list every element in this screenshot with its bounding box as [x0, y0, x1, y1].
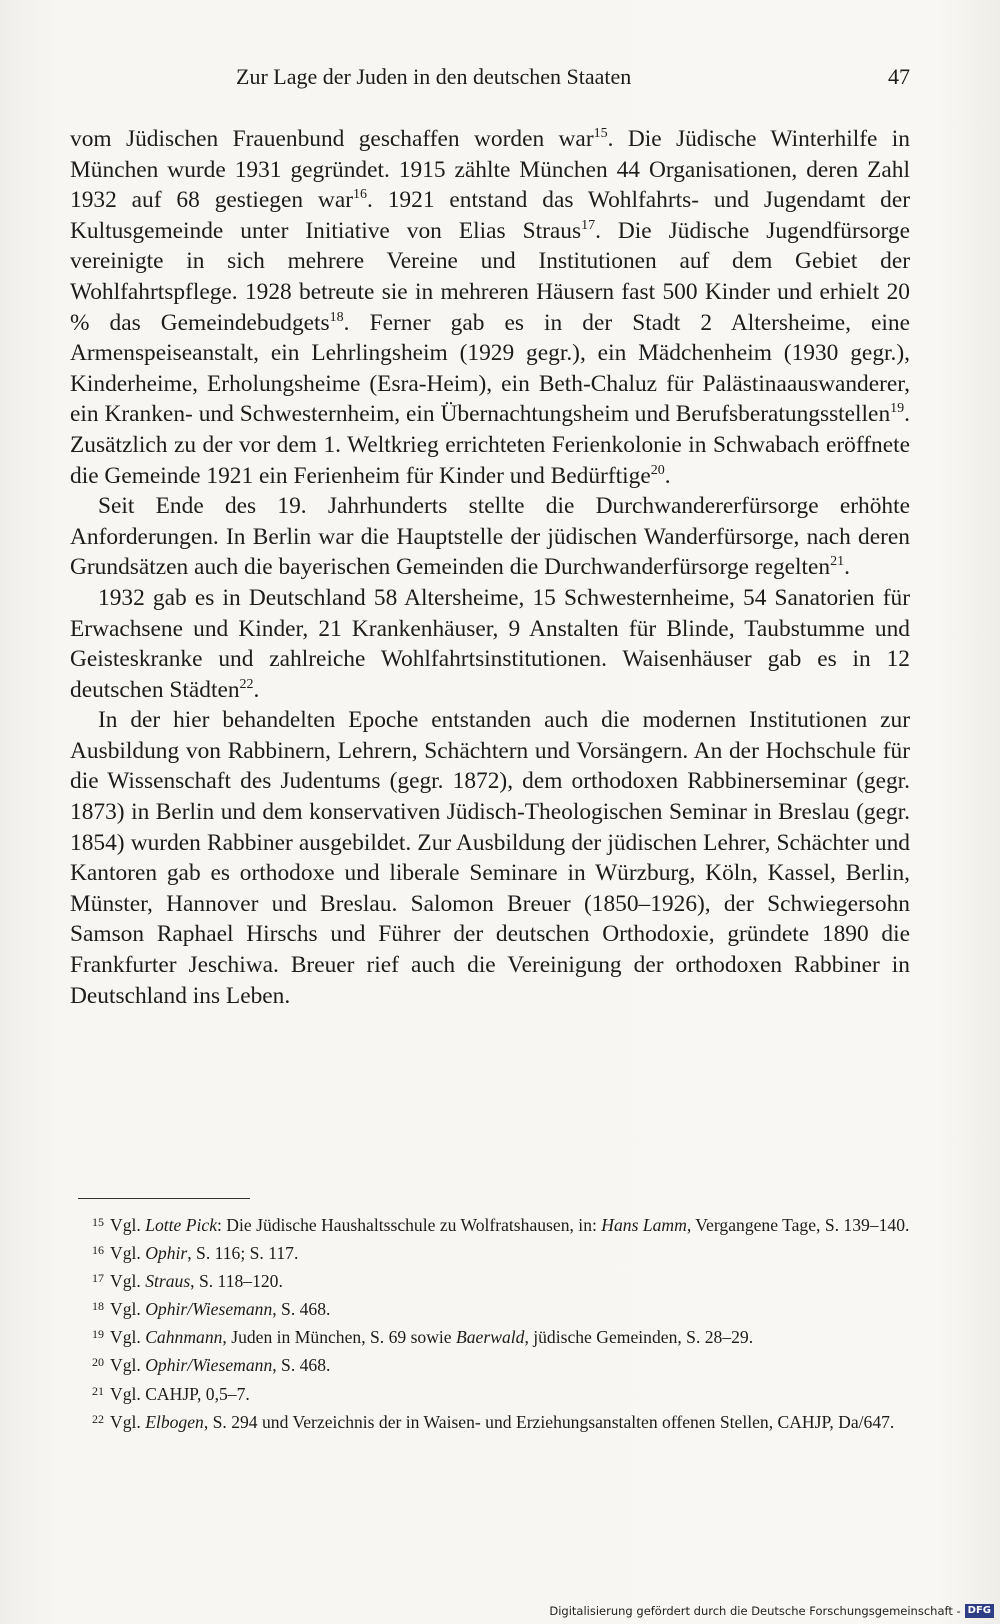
footnote-reference: 15 — [593, 126, 608, 142]
footnote-number: 15 — [92, 1215, 104, 1229]
footnote-text: Vgl. — [110, 1299, 146, 1320]
footnote-text: Vgl. — [110, 1243, 146, 1264]
footnote — [70, 1407, 910, 1435]
footnote — [70, 1266, 910, 1294]
footnote-text: Vgl. CAHJP, 0,5–7. — [110, 1383, 250, 1404]
footnote — [70, 1210, 910, 1238]
footnote-text: Vgl. — [110, 1215, 146, 1235]
cited-author: Straus — [145, 1271, 191, 1292]
footnote-reference: 16 — [353, 187, 367, 203]
footnote-text: , S. 116; S. 117. — [187, 1243, 299, 1264]
footnote-reference: 22 — [239, 676, 254, 692]
cited-author: Baerwald — [456, 1327, 525, 1348]
paragraph-text: . Die Jüdische Jugendfürsorge vereinigte in sich mehrere Vereine und Institutionen auf dem Gebiet der Wohlfahrtspflege. 1928 betreute sie in mehreren Häusern fast 500 Kinder und erhielt 20 % das Gemeindebudgets — [70, 217, 910, 336]
footnote-number: 17 — [92, 1271, 104, 1286]
footnote-text: Vgl. — [110, 1327, 146, 1348]
footnote-number: 22 — [92, 1411, 104, 1426]
paragraph-text: . — [844, 554, 850, 581]
footnote-reference: 21 — [830, 554, 845, 570]
footnote-text: Vgl. — [110, 1411, 146, 1432]
body-paragraph — [70, 583, 910, 705]
page-number: 47 — [888, 64, 910, 89]
footnote-reference: 19 — [890, 401, 905, 417]
cited-author: Elbogen — [145, 1411, 204, 1432]
footnote-number: 21 — [92, 1383, 104, 1398]
footnote-number: 20 — [92, 1355, 104, 1370]
footnote-separator — [78, 1198, 250, 1199]
paragraph-text: . Ferner gab es in der Stadt 2 Altersheime, eine Armenspeiseanstalt, ein Lehrlingsheim (1929 gegr.), ein Mädchenheim (1930 gegr.), Kinderheime, Erholungsheime (Esra-Heim), ein Beth-Chaluz für Palästinaauswanderer, ein Kranken- und Schwesternheim, ein Übernachtungsheim und Berufsberatungsstellen — [70, 309, 910, 428]
cited-author: Ophir — [145, 1243, 188, 1264]
footnote-text: , jüdische Gemeinden, S. 28–29. — [524, 1327, 754, 1348]
digitization-notice-text: Digitalisierung gefördert durch die Deutsche Forschungsgemeinschaft - — [549, 1604, 961, 1618]
footnote — [70, 1294, 910, 1322]
paragraph-text: Seit Ende des 19. Jahrhunderts stellte die Durchwandererfürsorge erhöhte Anforderungen. In Berlin war die Hauptstelle der jüdischen Wanderfürsorge, nach deren Grundsätzen auch die bayerischen Gemeinden die Durchwanderfürsorge regelten — [70, 493, 910, 581]
footnote-text: , S. 294 und Verzeichnis der in Waisen- und Erziehungsanstalten offenen Stellen, CAHJP, Da/647. — [203, 1411, 895, 1432]
footnote-reference: 20 — [650, 462, 665, 478]
dfg-logo: DFG — [965, 1604, 994, 1618]
digitization-notice — [549, 1602, 994, 1620]
footnote — [70, 1379, 910, 1407]
paragraph-text: . Zusätzlich zu der vor dem 1. Weltkrieg errichteten Ferienkolonie in Schwabach eröffnete die Gemeinde 1921 ein Ferienheim für Kinder und Bedürftige — [70, 401, 910, 489]
cited-author: Cahnmann — [145, 1327, 223, 1348]
footnote-number: 19 — [92, 1327, 104, 1342]
body-paragraph — [70, 124, 910, 491]
footnote-text: , Vergangene Tage, S. 139–140. — [686, 1215, 910, 1235]
running-head — [70, 62, 910, 94]
footnote-text: , S. 468. — [272, 1355, 331, 1376]
footnote-text: , S. 118–120. — [190, 1271, 283, 1292]
footnote-text: Vgl. — [110, 1355, 146, 1376]
footnote-text: , S. 468. — [272, 1299, 331, 1320]
cited-author: Ophir/Wiesemann — [145, 1355, 273, 1376]
body-text — [70, 124, 910, 1011]
paragraph-text: . Die Jüdische Winterhilfe in München wurde 1931 gegründet. 1915 zählte München 44 Organisationen, deren Zahl 1932 auf 68 gestiegen war — [70, 126, 910, 214]
paragraph-text: . — [253, 676, 260, 703]
footnote-text: : Die Jüdische Haushaltsschule zu Wolfratshausen, in: — [217, 1215, 602, 1235]
running-title: Zur Lage der Juden in den deutschen Staaten — [236, 64, 632, 89]
cited-author: Ophir/Wiesemann — [145, 1299, 273, 1320]
footnote — [70, 1238, 910, 1266]
cited-author: Hans Lamm — [601, 1215, 687, 1235]
paragraph-text: 1932 gab es in Deutschland 58 Altersheime, 15 Schwesternheime, 54 Sanatorien für Erwachsene und Kinder, 21 Krankenhäuser, 9 Anstalten für Blinde, Taubstumme und Geisteskranke und zahlreiche Wohlfahrtsinstitutionen. Waisenhäuser gab es in 12 deutschen Städten — [70, 584, 910, 703]
paragraph-text: In der hier behandelten Epoche entstanden auch die modernen Institutionen zur Ausbildung von Rabbinern, Lehrern, Schächtern und Vorsängern. An der Hochschule für die Wissenschaft des Judentums (gegr. 1872), dem orthodoxen Rabbinerseminar (gegr. 1873) in Berlin und dem konservativen Jüdisch-Theologischen Seminar in Breslau (gegr. 1854) wurden Rabbiner ausgebildet. Zur Ausbildung der jüdischen Lehrer, Schächter und Kantoren gab es orthodoxe und liberale Seminare in Würzburg, Köln, Kassel, Berlin, Münster, Hannover und Breslau. Salomon Breuer (1850–1926), der Schwiegersohn Samson Raphael Hirschs und Führer der deutschen Orthodoxie, gründete 1890 die Frankfurter Jeschiwa. Breuer rief auch die Vereinigung der orthodoxen Rabbiner in Deutschland ins Leben. — [70, 707, 910, 1009]
footnote — [70, 1350, 910, 1378]
paragraph-text: . 1921 entstand das Wohlfahrts- und Jugendamt der Kultusgemeinde unter Initiative von Elias Straus — [70, 187, 910, 244]
cited-author: Lotte Pick — [145, 1215, 218, 1235]
footnote — [70, 1322, 910, 1350]
footnote-number: 18 — [92, 1299, 104, 1314]
body-paragraph — [70, 705, 910, 1011]
footnotes — [70, 1210, 910, 1435]
paragraph-text: vom Jüdischen Frauenbund geschaffen worden war — [70, 126, 594, 152]
footnote-reference: 17 — [581, 217, 596, 233]
paragraph-text: . — [664, 462, 671, 489]
footnote-text: , Juden in München, S. 69 sowie — [222, 1327, 457, 1348]
footnote-number: 16 — [92, 1243, 104, 1258]
footnote-reference: 18 — [329, 309, 344, 325]
footnote-text: Vgl. — [110, 1271, 146, 1292]
body-paragraph — [70, 491, 910, 583]
